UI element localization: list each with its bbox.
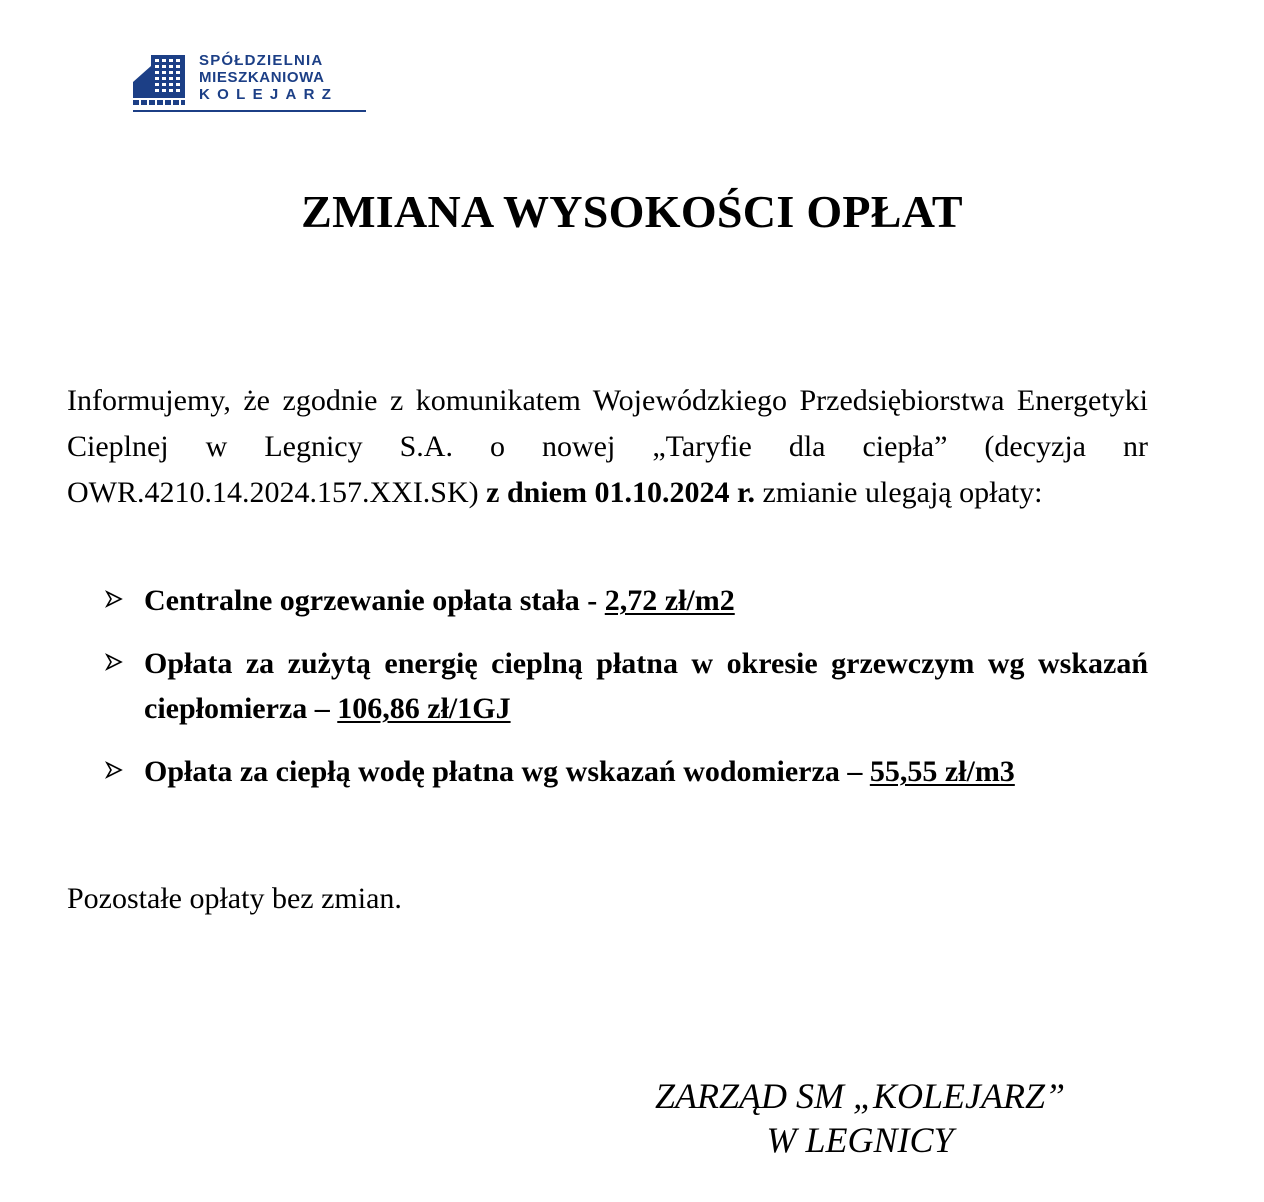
- arrow-bullet-icon: [104, 760, 124, 780]
- signature-line-1: ZARZĄD SM „KOLEJARZ”: [654, 1076, 1066, 1116]
- item-value: 2,72 zł/m2: [604, 584, 735, 617]
- item-value: 55,55 zł/m3: [869, 755, 1015, 788]
- item-label: Opłata za zużytą energię cieplną płatna w okresie grzewczym wg wskazań ciepłomierza –: [144, 647, 1148, 725]
- item-label: Centralne ogrzewanie opłata stała -: [144, 584, 605, 617]
- closing-note: Pozostałe opłaty bez zmian.: [67, 882, 402, 915]
- logo-line-1: SPÓŁDZIELNIA: [199, 52, 324, 69]
- effective-date: z dniem 01.10.2024 r.: [486, 476, 756, 509]
- item-label: Opłata za ciepłą wodę płatna wg wskazań wodomierza –: [144, 755, 870, 788]
- item-value: 106,86 zł/1GJ: [337, 692, 511, 725]
- logo-underline: [133, 110, 366, 112]
- intro-text: Informujemy, że zgodnie z komunikatem Wojewódzkiego Przedsiębiorstwa Energetyki Cieplnej w Legnicy S.A. o nowej „Taryfie dla ciepła” (decyzja nr OWR.4210.14.2024.157.XXI.SK): [67, 384, 1148, 509]
- building-icon: [133, 52, 187, 108]
- list-item: [67, 578, 1148, 623]
- logo-line-2: MIESZKANIOWA: [199, 69, 325, 86]
- fee-list: [67, 578, 1148, 794]
- list-item: [67, 749, 1148, 794]
- intro-text-end: zmianie ulegają opłaty:: [755, 476, 1043, 509]
- list-item: [67, 641, 1148, 731]
- arrow-bullet-icon: [104, 589, 124, 609]
- page-title: ZMIANA WYSOKOŚCI OPŁAT: [301, 186, 963, 237]
- signature-line-2: W LEGNICY: [766, 1120, 954, 1160]
- logo-text: [199, 52, 367, 103]
- signature: [620, 1074, 1100, 1162]
- logo: [133, 52, 369, 114]
- arrow-bullet-icon: [104, 652, 124, 672]
- intro-paragraph: [67, 378, 1148, 516]
- logo-line-3: KOLEJARZ: [199, 86, 339, 103]
